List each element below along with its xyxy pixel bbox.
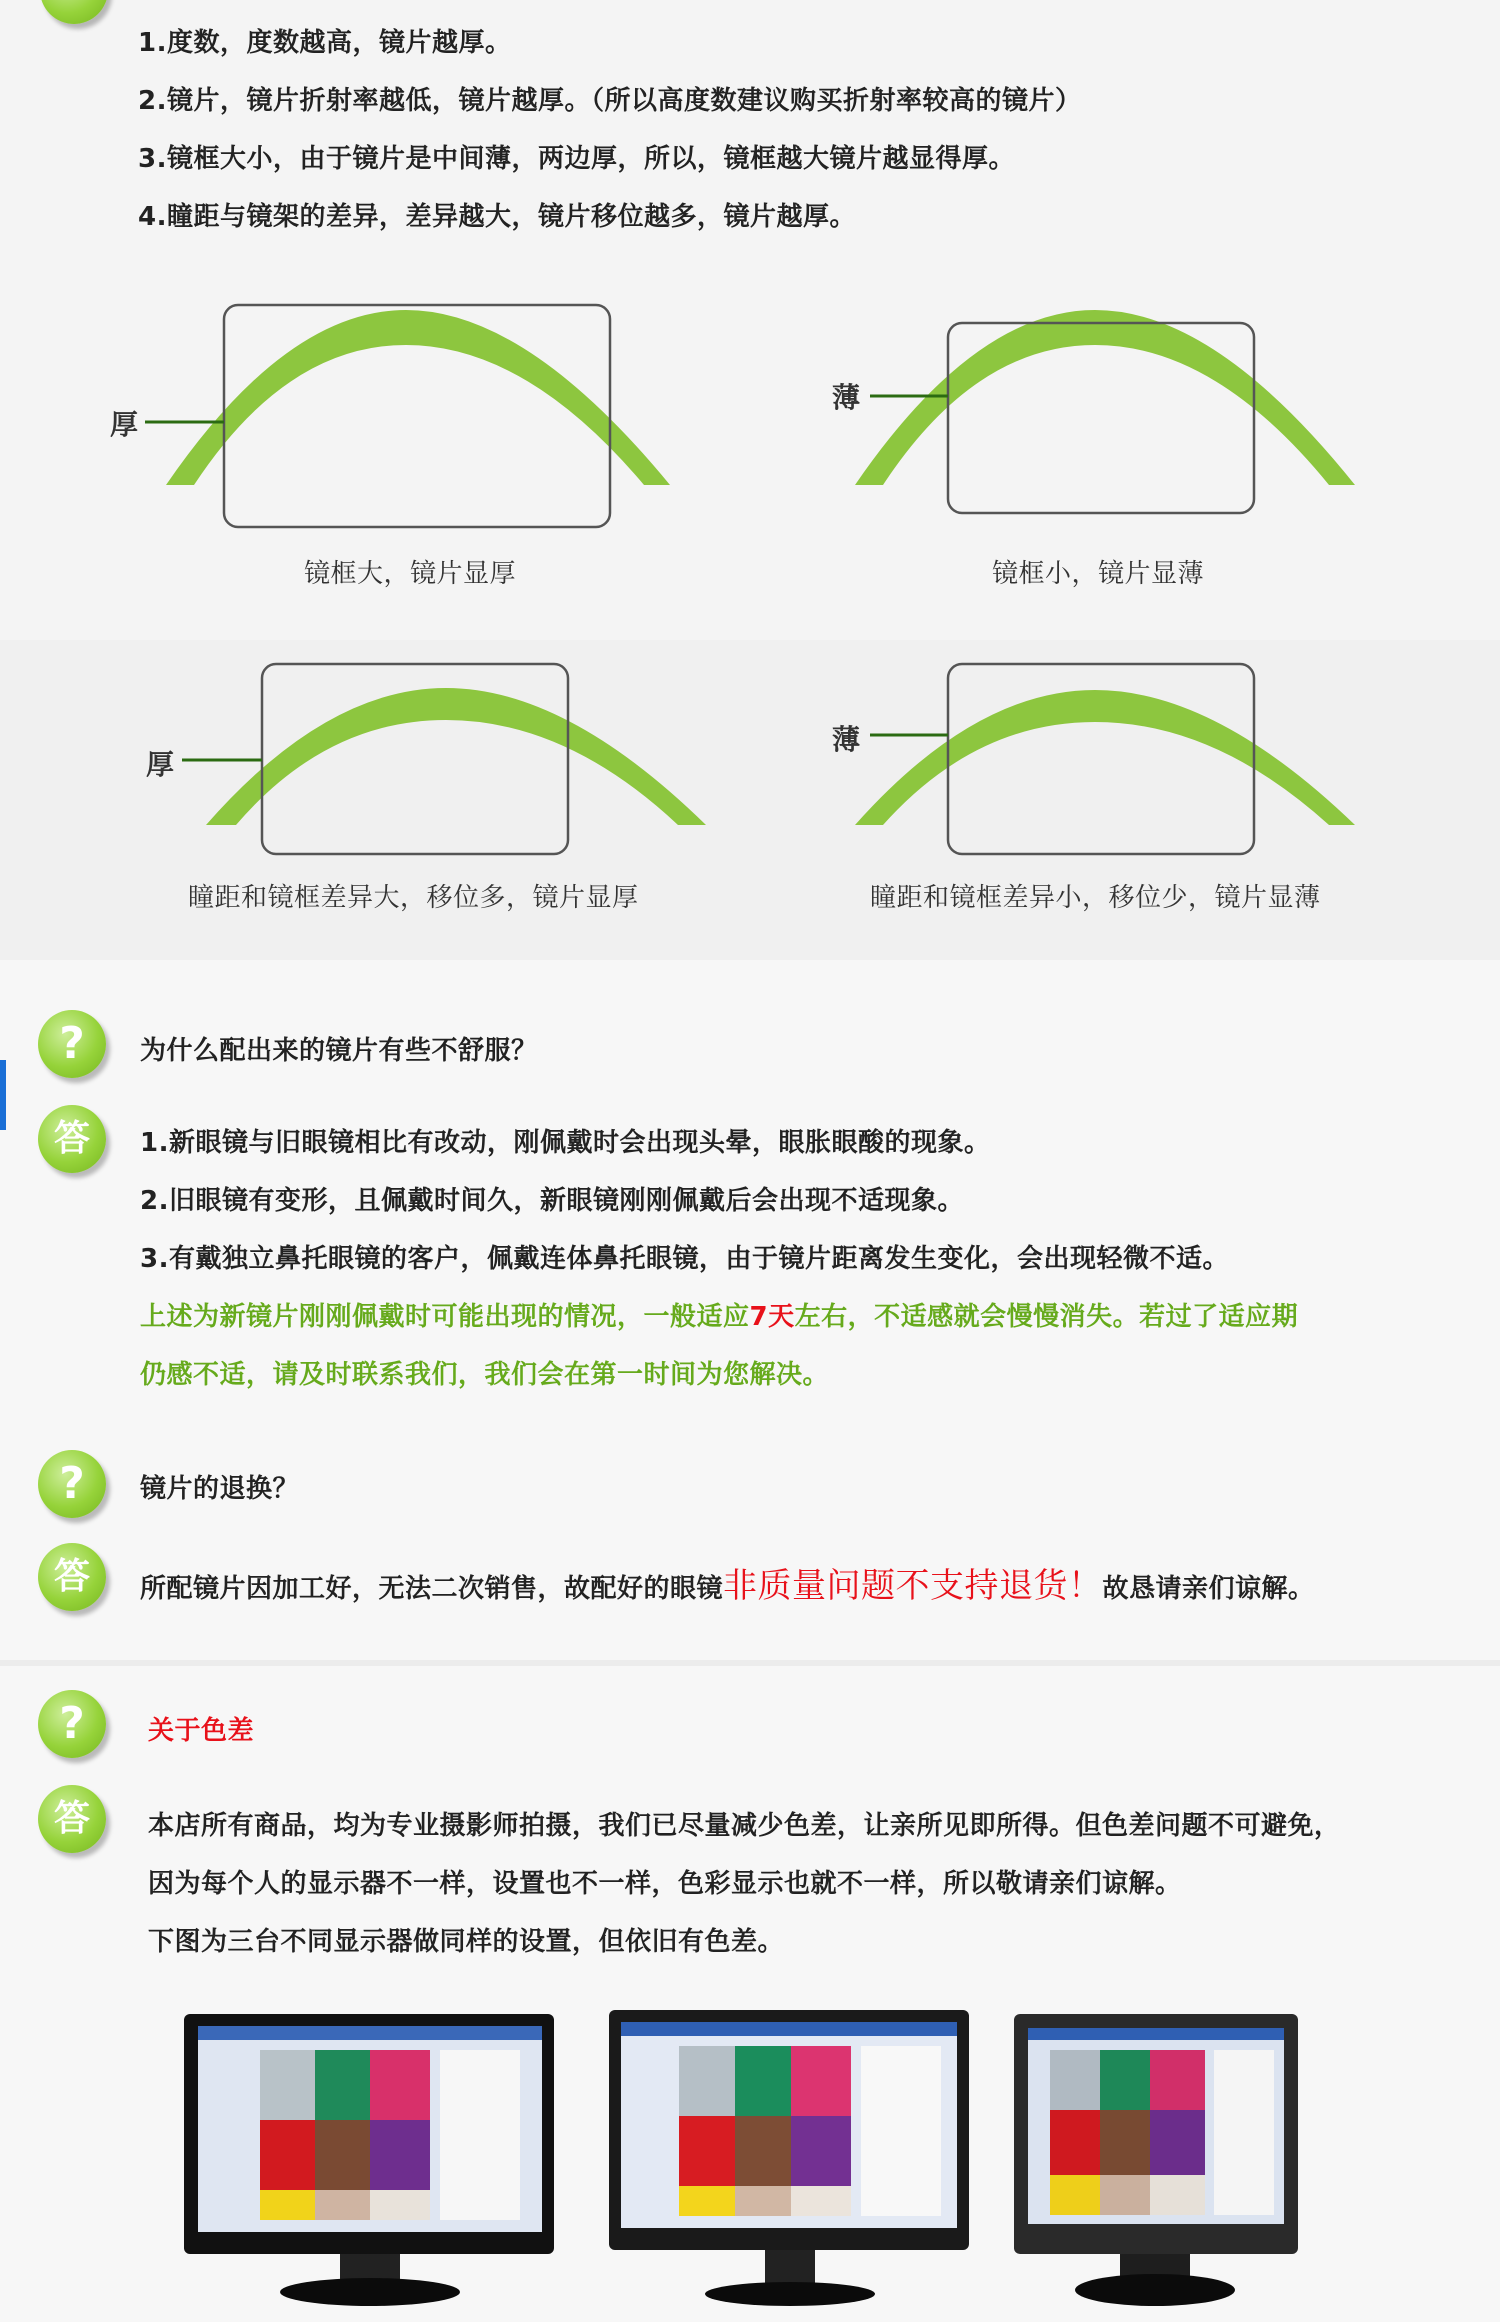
lens-arc: [855, 690, 1355, 825]
diagram-small-pd-diff: [800, 650, 1400, 890]
caption-small-pd-diff: 瞳距和镜框差异小，移位少，镜片显薄: [870, 883, 1321, 913]
lens-arc: [206, 688, 706, 825]
answer-2: [140, 1558, 1315, 1607]
lens-arc: [166, 310, 670, 485]
factor-3: 3.镜框大小，由于镜片是中间薄，两边厚，所以，镜框越大镜片越显得厚。: [138, 144, 1015, 174]
answer-2-warning: 非质量问题不支持退货！: [723, 1566, 1103, 1606]
question-2: 镜片的退换？: [140, 1474, 300, 1504]
answer-2-pre: 所配镜片因加工好，无法二次销售，故配好的眼镜: [140, 1574, 724, 1604]
answer-1-line-3: 3.有戴独立鼻托眼镜的客户，佩戴连体鼻托眼镜，由于镜片距离发生变化，会出现轻微不适。: [140, 1244, 1229, 1274]
thin-label-2: 薄: [832, 723, 861, 756]
answer-3-line-3: 下图为三台不同显示器做同样的设置，但依旧有色差。: [148, 1927, 785, 1957]
side-marker: [0, 1060, 6, 1130]
question-badge-3: ?: [38, 1690, 106, 1758]
note-days: 7天: [749, 1302, 795, 1332]
answer-badge-1: 答: [38, 1105, 106, 1173]
answer-badge-3: 答: [38, 1785, 106, 1853]
monitor-1-image: [180, 2010, 560, 2310]
thick-label-1: 厚: [110, 408, 139, 441]
factor-1: 1.度数，度数越高，镜片越厚。: [138, 28, 512, 58]
answer-1-note: [140, 1296, 1298, 1333]
question-3: 关于色差: [148, 1716, 255, 1746]
answer-2-post: 故恳请亲们谅解。: [1102, 1574, 1315, 1604]
answer-badge-2: 答: [38, 1543, 106, 1611]
monitor-3-image: [1010, 2010, 1310, 2310]
diagram-big-frame: [100, 290, 700, 590]
note-pre: 上述为新镜片刚刚佩戴时可能出现的情况，一般适应: [140, 1302, 750, 1332]
factor-4: 4.瞳距与镜架的差异，差异越大，镜片移位越多，镜片越厚。: [138, 202, 856, 232]
factor-2: 2.镜片，镜片折射率越低，镜片越厚。（所以高度数建议购买折射率较高的镜片）: [138, 86, 1082, 116]
note-post: 左右，不适感就会慢慢消失。若过了适应期: [794, 1302, 1299, 1332]
answer-3-line-2: 因为每个人的显示器不一样，设置也不一样，色彩显示也就不一样，所以敬请亲们谅解。: [148, 1869, 1182, 1899]
question-badge-1: ?: [38, 1010, 106, 1078]
section-divider: [0, 1660, 1500, 1666]
monitor-2-image: [605, 2006, 975, 2310]
caption-large-pd-diff: 瞳距和镜框差异大，移位多，镜片显厚: [188, 883, 639, 913]
diagram-large-pd-diff: [140, 650, 740, 890]
caption-small-frame: 镜框小，镜片显薄: [992, 559, 1205, 589]
thick-label-2: 厚: [146, 748, 175, 781]
question-badge-2: ?: [38, 1450, 106, 1518]
question-1: 为什么配出来的镜片有些不舒服？: [140, 1036, 538, 1066]
answer-1-line-1: 1.新眼镜与旧眼镜相比有改动，刚佩戴时会出现头晕，眼胀眼酸的现象。: [140, 1128, 991, 1158]
answer-3-line-1: 本店所有商品，均为专业摄影师拍摄，我们已尽量减少色差，让亲所见即所得。但色差问题不可避免，: [148, 1811, 1341, 1841]
caption-big-frame: 镜框大，镜片显厚: [304, 559, 517, 589]
answer-1-note-line-2: 仍感不适，请及时联系我们，我们会在第一时间为您解决。: [140, 1360, 830, 1390]
thin-label-1: 薄: [832, 381, 861, 414]
answer-1-line-2: 2.旧眼镜有变形，且佩戴时间久，新眼镜刚刚佩戴后会出现不适现象。: [140, 1186, 964, 1216]
